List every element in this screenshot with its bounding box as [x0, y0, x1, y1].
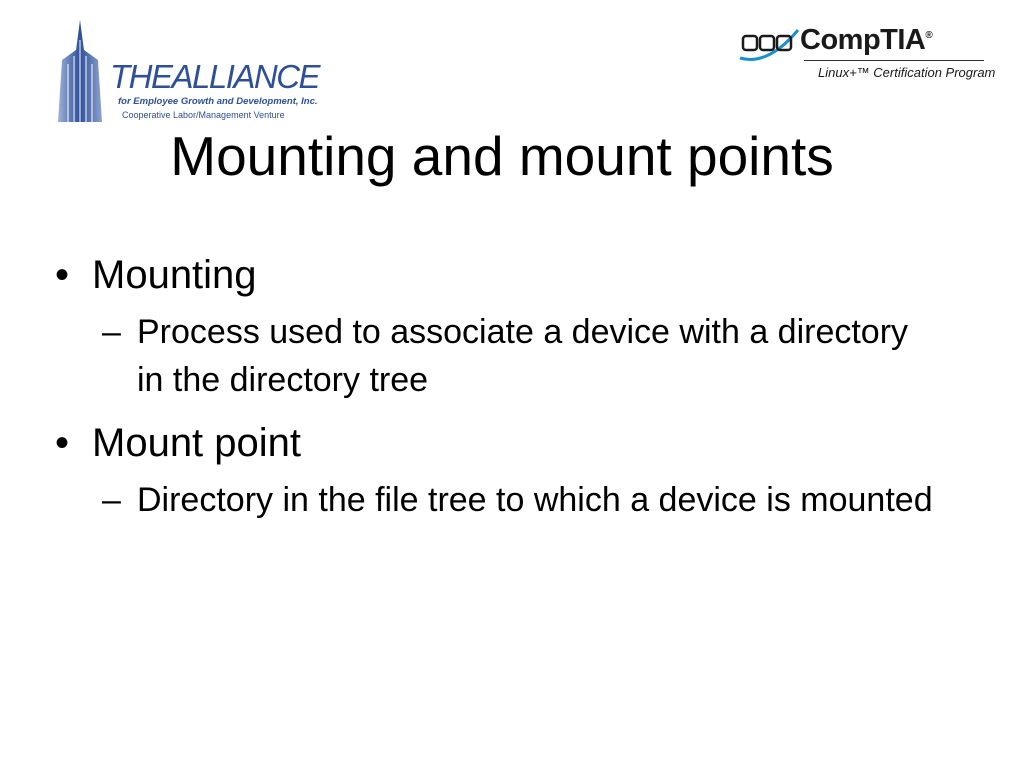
sub-bullet-marker: –: [102, 481, 121, 519]
comptia-program-label: Linux+™ Certification Program: [818, 65, 996, 80]
registered-mark: ®: [925, 30, 933, 41]
alliance-subtitle: Cooperative Labor/Management Venture: [122, 110, 285, 120]
comptia-divider: [804, 60, 984, 61]
sub-bullet-item: [55, 308, 955, 404]
sub-bullet-item: [55, 476, 955, 524]
bullet-marker: •: [55, 253, 70, 297]
alliance-logo: [50, 20, 320, 124]
slide-title: Mounting and mount points: [170, 125, 834, 187]
alliance-brand-name: THEALLIANCE: [110, 58, 320, 95]
alliance-tagline: for Employee Growth and Development, Inc.: [118, 96, 318, 107]
comptia-name: CompTIA®: [800, 24, 933, 56]
sub-bullet-text: Directory in the file tree to which a device is mounted: [137, 481, 933, 519]
bullet-item: [55, 416, 955, 470]
bullet-item: [55, 248, 955, 302]
comptia-logo: [738, 20, 996, 90]
slide-content: [55, 248, 955, 536]
sub-bullet-marker: –: [102, 313, 121, 351]
sub-bullet-text: Process used to associate a device with a directory in the directory tree: [137, 313, 909, 399]
bullet-text: Mounting: [92, 253, 257, 297]
building-icon: [50, 20, 110, 124]
comptia-rings-icon: [738, 24, 800, 64]
bullet-marker: •: [55, 421, 70, 465]
bullet-text: Mount point: [92, 421, 302, 465]
